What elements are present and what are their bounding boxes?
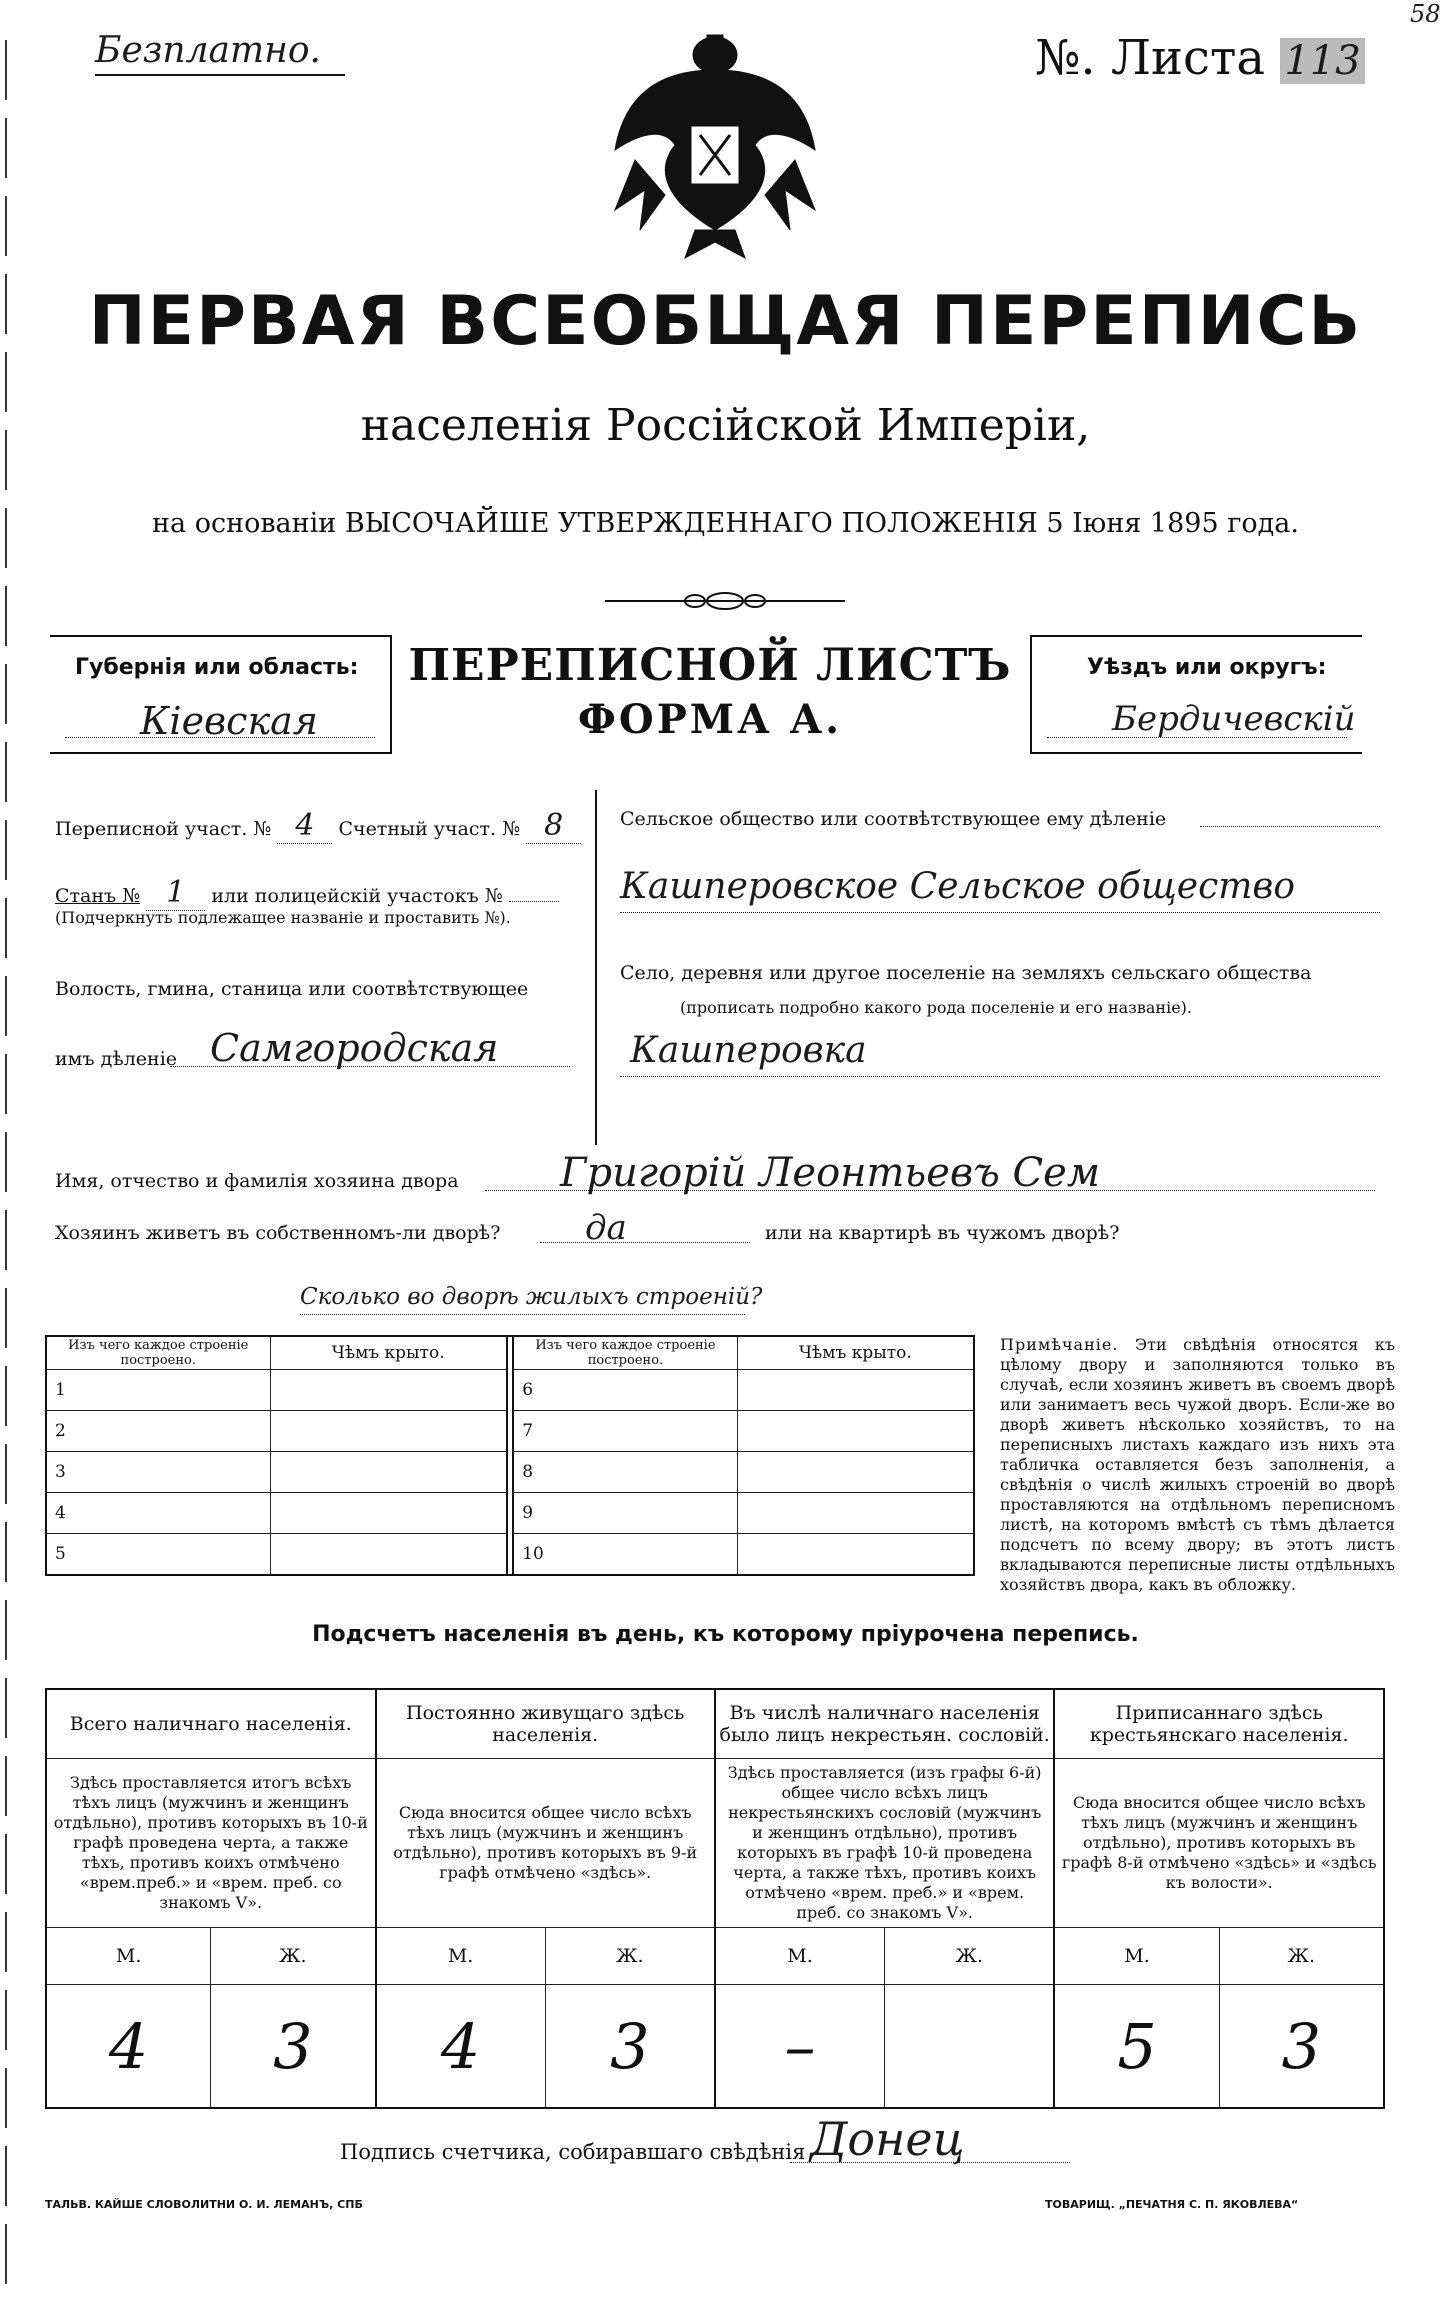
signature-value: Донец [810, 2112, 965, 2166]
population-table: Всего наличнаго населенія. Постоянно живущаго здѣсь населенія. Въ числѣ наличнаго населенія было лицъ некрестьян. сословій. Приписаннаго здѣсь крестьянскаго населенія. Здѣсь проставляется итогъ всѣхъ тѣхъ лицъ (мужчинъ и женщинъ отдѣльно), противъ которыхъ въ 10-й графѣ проведена черта, а также тѣхъ, противъ коихъ отмѣчено «врем.преб.» и «врем. преб. со знакомъ V». Сюда вносится общее число всѣхъ тѣхъ лицъ (мужчинъ и женщинъ отдѣльно), противъ которыхъ въ 9-й графѣ отмѣчено «здѣсь». Здѣсь проставляется (изъ графы 6-й) общее число всѣхъ лицъ некрестьянскихъ сословій (мужчинъ и женщинъ отдѣльно), противъ которыхъ въ графѣ 10-й проведена черта, а также тѣхъ, противъ коихъ отмѣчено «врем. преб.» и «врем. преб. со знакомъ V». Сюда вносится общее число всѣхъ тѣхъ лицъ (мужчинъ и женщинъ отдѣльно), противъ которыхъ въ графѣ 8-й отмѣчено «здѣсь» и «здѣсь къ волости». М. Ж. М. Ж. М. Ж. М. Ж. 4 3 4 3 – 5 3 [45, 1688, 1385, 2109]
stan-note: (Подчеркнуть подлежащее названіе и проставить №). [55, 908, 511, 927]
printer-left: ТАЛЬВ. КАЙШЕ СЛОВОЛИТНИ О. И. ЛЕМАНЪ, СПБ [45, 2198, 363, 2211]
uezd-label: Уѣздъ или округъ: [1087, 655, 1327, 680]
volost-label: Волость, гмина, станица или соотвѣтствующее [55, 978, 529, 1000]
page-subtitle: населенія Россійской Имперіи, [360, 400, 1091, 451]
volost-label2: имъ дѣленіе [55, 1048, 178, 1070]
census-district-value: 4 [277, 808, 332, 844]
non-peasant-female-value [885, 1985, 1055, 2109]
non-peasant-male-value: – [715, 1985, 885, 2109]
buildings-question: Сколько во дворѣ жилыхъ строеній? [300, 1284, 763, 1310]
society-value: Кашперовское Сельское общество [620, 866, 1296, 907]
owner-name-value: Григорій Леонтьевъ Сем [560, 1150, 1100, 1196]
society-label: Сельское общество или соотвѣтствующее ему дѣленіе [620, 808, 1167, 830]
col-permanent-desc: Сюда вносится общее число всѣхъ тѣхъ лицъ (мужчинъ и женщинъ отдѣльно), противъ которыхъ въ 9-й графѣ отмѣчено «здѣсь». [376, 1759, 715, 1928]
col-roof-left: Чѣмъ крыто. [270, 1336, 507, 1370]
legal-basis: на основаніи ВЫСОЧАЙШЕ УТВЕРЖДЕННАГО ПОЛОЖЕНІЯ 5 Іюня 1895 года. [152, 508, 1299, 539]
volost-value: Самгородская [210, 1026, 499, 1070]
table-row: 1 6 [46, 1370, 974, 1411]
registered-female-value: 3 [1219, 1985, 1384, 2109]
stan-label: Станъ № [55, 885, 141, 907]
village-value: Кашперовка [630, 1030, 867, 1071]
village-label: Село, деревня или другое поселеніе на земляхъ сельскаго общества [620, 962, 1312, 984]
permanent-male-value: 4 [376, 1985, 546, 2109]
ornament-divider [605, 588, 845, 614]
guberniya-value: Кіевская [140, 699, 318, 743]
stan-value: 1 [146, 875, 205, 911]
free-underline [95, 74, 345, 76]
guberniya-box [50, 635, 392, 754]
table-row: 4 9 [46, 1493, 974, 1534]
permanent-female-value: 3 [545, 1985, 715, 2109]
village-note: (прописать подробно какого рода поселеніе и его названіе). [680, 998, 1192, 1017]
population-title: Подсчетъ населенія въ день, къ которому пріурочена перепись. [312, 1622, 1139, 1647]
table-row: 2 7 [46, 1411, 974, 1452]
col-built-right: Изъ чего каждое строеніе построено. [513, 1336, 737, 1370]
counting-district-label: Счетный участ. № [338, 818, 521, 840]
buildings-note [1000, 1335, 1395, 1595]
note-text: Эти свѣдѣнія относятся къ цѣлому двору и заполняются только въ случаѣ, если хозяинъ живетъ въ своемъ дворѣ или занимаетъ весь чужой дворъ. Если-же во дворѣ живетъ нѣсколько хозяйствъ, то на переписныхъ листахъ каждаго изъ нихъ эта табличка оставляется безъ заполненія, а свѣдѣнія о числѣ жилыхъ строеній во дворѣ проставляются на отдѣльномъ переписномъ листѣ, на которомъ вмѣстѣ съ тѣмъ дѣлается подсчетъ по всему двору; въ этотъ листъ вкладываются переписные листы отдѣльныхъ хозяйствъ двора, какъ въ обложку. [1000, 1335, 1395, 1594]
note-title: Примѣчаніе. [1000, 1335, 1119, 1354]
col-non-peasant-head: Въ числѣ наличнаго населенія было лицъ некрестьян. сословій. [715, 1689, 1055, 1759]
col-built-left: Изъ чего каждое строеніе построено. [46, 1336, 270, 1370]
police-label: или полицейскій участокъ № [211, 885, 503, 907]
buildings-table [45, 1335, 975, 1576]
table-row: 5 10 [46, 1534, 974, 1576]
sheet-number-value: 113 [1280, 38, 1364, 84]
sheet-number-label: №. Листа [1035, 30, 1266, 86]
registered-male-value: 5 [1054, 1985, 1219, 2109]
guberniya-label: Губернія или область: [75, 655, 359, 680]
coat-of-arms-icon [605, 30, 825, 260]
free-label: Безплатно. [95, 30, 321, 71]
own-yard-label: Хозяинъ живетъ въ собственномъ-ли дворѣ? [55, 1222, 501, 1244]
form-title: ПЕРЕПИСНОЙ ЛИСТЪ [408, 640, 1012, 691]
fields-divider [595, 790, 597, 1145]
col-total-head: Всего наличнаго населенія. [46, 1689, 376, 1759]
col-total-desc: Здѣсь проставляется итогъ всѣхъ тѣхъ лицъ (мужчинъ и женщинъ отдѣльно), противъ которыхъ въ 10-й графѣ проведена черта, а также тѣхъ, противъ коихъ отмѣчено «врем.преб.» и «врем. преб. со знакомъ V». [46, 1759, 376, 1928]
uezd-box [1030, 635, 1362, 754]
owner-name-label: Имя, отчество и фамилія хозяина двора [55, 1170, 459, 1192]
total-male-value: 4 [46, 1985, 211, 2109]
uezd-value: Бердичевскій [1112, 699, 1356, 739]
corner-mark: 58 [1410, 0, 1441, 28]
col-non-peasant-desc: Здѣсь проставляется (изъ графы 6-й) общее число всѣхъ лицъ некрестьянскихъ сословій (мужчинъ и женщинъ отдѣльно), противъ которыхъ въ графѣ 10-й проведена черта, а также тѣхъ, противъ коихъ отмѣчено «врем. преб.» и «врем. преб. со знакомъ V». [715, 1759, 1055, 1928]
col-permanent-head: Постоянно живущаго здѣсь населенія. [376, 1689, 715, 1759]
form-letter: ФОРМА А. [577, 696, 843, 743]
printer-right: ТОВАРИЩ. „ПЕЧАТНЯ С. П. ЯКОВЛЕВА“ [1045, 2198, 1299, 2211]
col-roof-right: Чѣмъ крыто. [737, 1336, 974, 1370]
own-yard-value: да [585, 1208, 627, 1248]
census-district-label: Переписной участ. № [55, 818, 272, 840]
table-row: 3 8 [46, 1452, 974, 1493]
signature-label: Подпись счетчика, собиравшаго свѣдѣнія [340, 2140, 806, 2164]
col-registered-head: Приписаннаго здѣсь крестьянскаго населенія. [1054, 1689, 1384, 1759]
col-registered-desc: Сюда вносится общее число всѣхъ тѣхъ лицъ (мужчинъ и женщинъ отдѣльно), противъ которыхъ въ графѣ 8-й отмѣчено «здѣсь» и «здѣсь къ волости». [1054, 1759, 1384, 1928]
other-yard-label: или на квартирѣ въ чужомъ дворѣ? [765, 1222, 1120, 1244]
total-female-value: 3 [211, 1985, 376, 2109]
page-title: ПЕРВАЯ ВСЕОБЩАЯ ПЕРЕПИСЬ [88, 282, 1363, 361]
counting-district-value: 8 [526, 808, 581, 844]
